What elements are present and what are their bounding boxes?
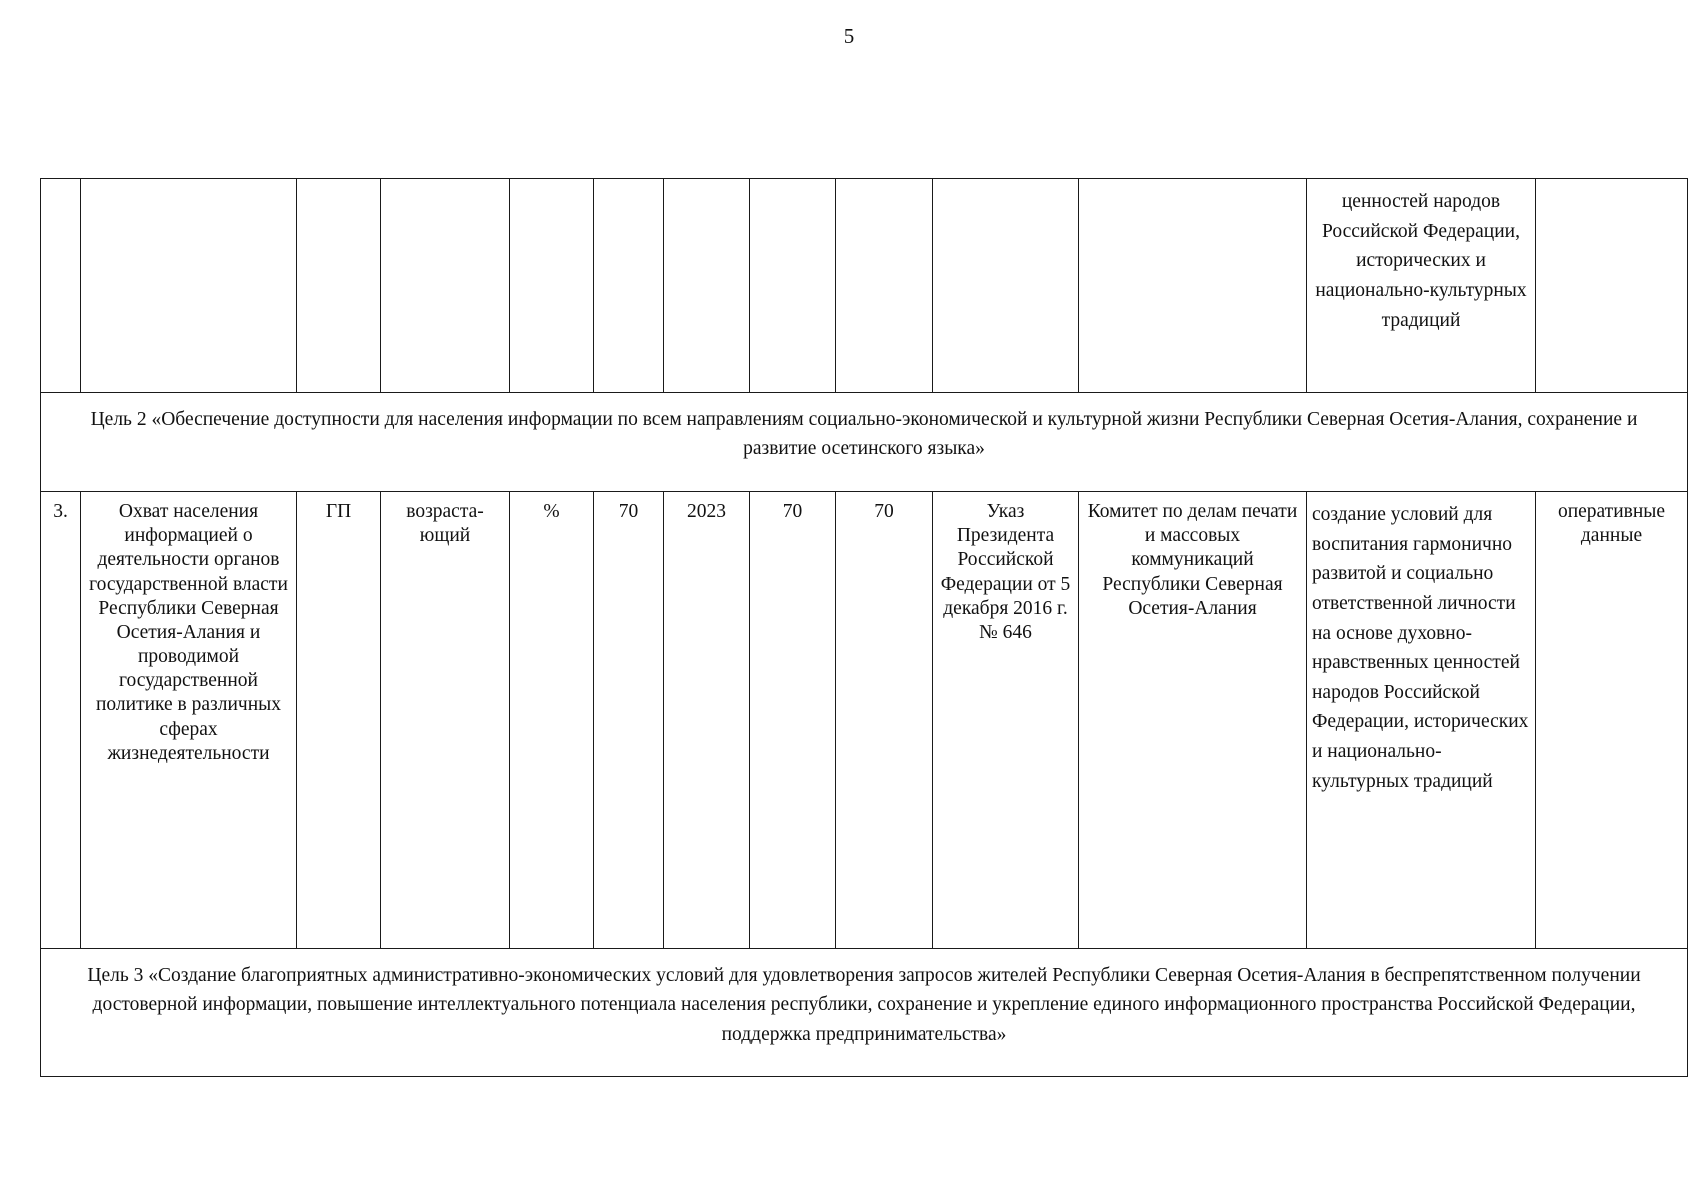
cell-empty <box>381 179 510 393</box>
cell-empty <box>836 179 933 393</box>
cell-empty <box>933 179 1079 393</box>
cell-value-2: 70 <box>836 492 933 949</box>
table-row-3 <box>41 492 1688 949</box>
goal-3-text: Цель 3 «Создание благоприятных административно-экономических условий для удовлетворения запросов жителей Республики Северная Осетия-Алания в беспрепятственном получении достоверной информации, повышение интеллектуального потенциала населения республики, сохранение и укрепление единого информационного пространства Российской Федерации, поддержка предпринимательства» <box>41 949 1688 1077</box>
cell-source: оперативные данные <box>1536 492 1688 949</box>
cell-unit: % <box>510 492 594 949</box>
cell-value-1: 70 <box>750 492 836 949</box>
cell-empty <box>1536 179 1688 393</box>
cell-row-number: 3. <box>41 492 81 949</box>
cell-expected-result-continuation: ценностей народов Российской Федерации, исторических и национально-культурных традиций <box>1307 179 1536 393</box>
goal-2-row <box>41 393 1688 492</box>
cell-level: ГП <box>297 492 381 949</box>
cell-empty <box>510 179 594 393</box>
cell-trend: возраста-ющий <box>381 492 510 949</box>
cell-responsible: Комитет по делам печати и массовых коммуникаций Республики Северная Осетия-Алания <box>1079 492 1307 949</box>
table-row-continuation <box>41 179 1688 393</box>
cell-empty <box>81 179 297 393</box>
cell-empty <box>1079 179 1307 393</box>
cell-empty <box>750 179 836 393</box>
cell-base-value: 70 <box>594 492 664 949</box>
indicators-table <box>40 178 1688 1077</box>
cell-indicator: Охват населения информацией о деятельности органов государственной власти Республики Северная Осетия-Алания и проводимой государственной политике в различных сферах жизнедеятельности <box>81 492 297 949</box>
cell-document: Указ Президента Российской Федерации от 5 декабря 2016 г. № 646 <box>933 492 1079 949</box>
goal-3-row <box>41 949 1688 1077</box>
cell-empty <box>297 179 381 393</box>
cell-empty <box>41 179 81 393</box>
cell-expected-result: создание условий для воспитания гармонично развитой и социально ответственной личности на основе духовно-нравственных ценностей народов Российской Федерации, исторических и национально-культурных традиций <box>1307 492 1536 949</box>
cell-empty <box>664 179 750 393</box>
page-number: 5 <box>843 24 855 48</box>
cell-empty <box>594 179 664 393</box>
goal-2-text: Цель 2 «Обеспечение доступности для населения информации по всем направлениям социально-экономической и культурной жизни Республики Северная Осетия-Алания, сохранение и развитие осетинского языка» <box>41 393 1688 492</box>
cell-year: 2023 <box>664 492 750 949</box>
